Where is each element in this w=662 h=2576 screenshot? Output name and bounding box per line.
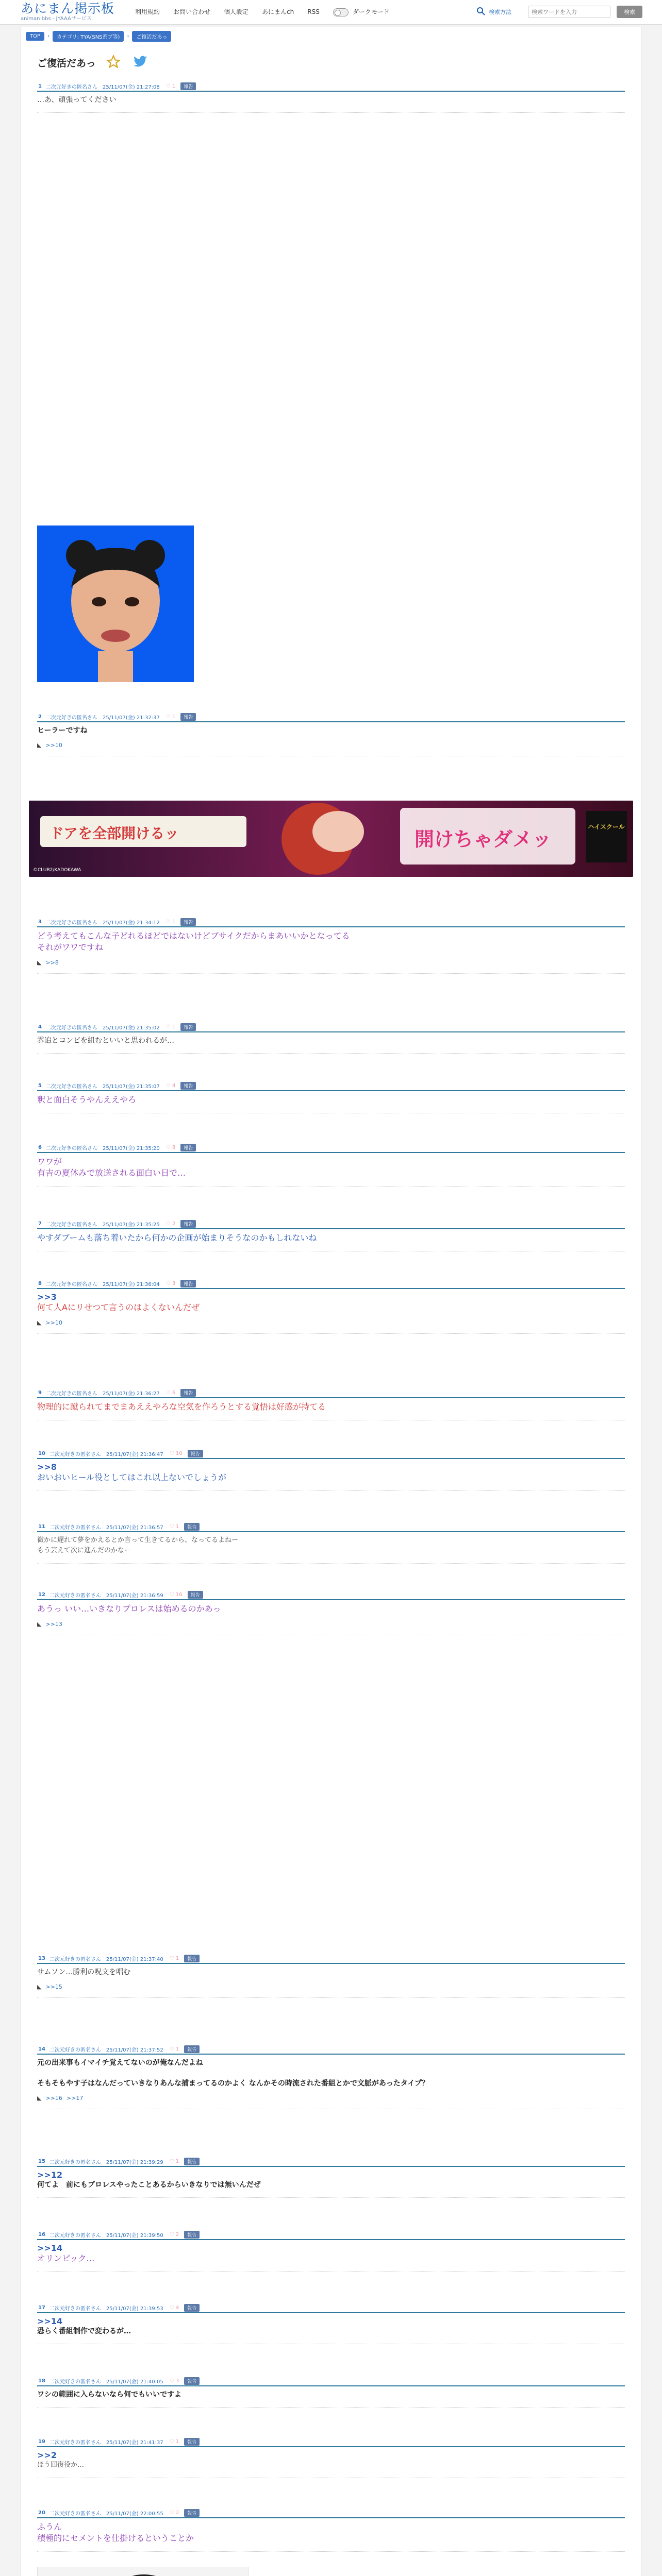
post-header — [37, 1590, 625, 1600]
report-button[interactable]: 報告 — [184, 1523, 200, 1531]
post-19 — [37, 2437, 625, 2478]
post-header — [37, 81, 625, 92]
post-body: あうっ いい…いきなりプロレスは始めるのかあっ — [37, 1604, 221, 1614]
post-header — [37, 1081, 625, 1091]
like-button[interactable] — [170, 2232, 179, 2238]
logo-title[interactable]: あにまん掲示板 — [21, 1, 115, 16]
post-body: 釈と面白そうやんええやろ — [37, 1095, 137, 1105]
report-button[interactable]: 報告 — [184, 2377, 200, 2385]
reply-links — [37, 742, 625, 749]
reply-links — [37, 959, 625, 966]
like-count: 1 — [175, 1523, 179, 1530]
post-number[interactable]: 18 — [38, 2378, 45, 2384]
heart-icon: ♡ — [169, 2438, 174, 2445]
heart-icon: ♡ — [166, 1221, 171, 1227]
poster-name: 二次元好きの匿名さん — [45, 1281, 97, 1287]
post-body: ワシの範囲に入らないなら何でもいいですよ — [37, 2391, 181, 2399]
poster-name: 二次元好きの匿名さん — [49, 2379, 101, 2385]
like-count: 1 — [175, 2438, 179, 2445]
post-5 — [37, 1081, 625, 1113]
like-count: 2 — [175, 2231, 179, 2238]
post-6 — [37, 1143, 625, 1187]
post-2 — [37, 712, 625, 756]
thread-title: ご復活だあっ — [37, 58, 96, 69]
reply-icon: ◣ — [37, 1984, 42, 1990]
post-body: ヒーラーですね — [37, 726, 88, 735]
advertisement-banner[interactable] — [29, 801, 633, 877]
heart-icon: ♡ — [166, 83, 171, 89]
heart-icon: ♡ — [169, 2304, 174, 2311]
dark-mode-wrap — [333, 7, 390, 16]
report-button[interactable]: 報告 — [184, 2158, 200, 2165]
like-button[interactable] — [170, 1592, 183, 1598]
post-date: 25/11/07(金) 21:36:59 — [106, 1592, 163, 1599]
post-body: 恐らく番組制作で変わるが… — [37, 2327, 131, 2335]
like-button[interactable] — [170, 1956, 179, 1961]
post-anchor-link[interactable]: >>2 — [37, 2450, 57, 2460]
post-header — [37, 1143, 625, 1153]
post-11 — [37, 1522, 625, 1564]
like-button[interactable] — [170, 2510, 179, 2516]
report-button[interactable]: 報告 — [184, 2045, 200, 2053]
heart-icon: ♡ — [169, 2510, 174, 2516]
post-16 — [37, 2230, 625, 2272]
post-divider — [37, 1186, 625, 1187]
heart-icon: ♡ — [169, 1450, 174, 1456]
post-15 — [37, 2157, 625, 2198]
twitter-bird-icon[interactable] — [133, 56, 147, 68]
heart-icon: ♡ — [166, 714, 171, 720]
reply-icon: ◣ — [37, 1319, 42, 1326]
like-button[interactable] — [170, 2159, 179, 2164]
post-body: ふうん 積極的にセメントを仕掛けるということか — [37, 2522, 194, 2543]
report-button[interactable]: 報告 — [184, 2509, 200, 2517]
search-button[interactable]: 検索 — [617, 6, 642, 18]
post-date: 25/11/07(金) 22:00:55 — [106, 2511, 163, 2517]
post-number[interactable]: 15 — [38, 2158, 45, 2164]
like-count: 2 — [175, 2510, 179, 2516]
reply-links — [37, 2095, 625, 2102]
post-number[interactable]: 9 — [38, 1389, 42, 1396]
post-header — [37, 2157, 625, 2167]
post-header — [37, 2508, 625, 2518]
heart-icon: ♡ — [166, 1389, 171, 1396]
ad-text-right: 開けちゃダメッ — [415, 828, 552, 851]
heart-icon: ♡ — [166, 1144, 171, 1150]
breadcrumb-category[interactable]: カテゴリ: TYA(SNS系ブ等) — [53, 31, 124, 42]
post-body: ほう回復役か… — [37, 2461, 85, 2469]
heart-icon: ♡ — [169, 1591, 174, 1598]
post-divider — [37, 2197, 625, 2198]
like-count: 1 — [175, 2158, 179, 2164]
reply-icon: ◣ — [37, 1621, 42, 1628]
post-body: 雰追とコンビを組むといいと思われるが… — [37, 1037, 174, 1045]
like-count: 1 — [172, 919, 176, 925]
post-date: 25/11/07(金) 21:36:47 — [106, 1451, 163, 1458]
heart-icon: ♡ — [169, 2158, 174, 2164]
post-body: オリンピック… — [37, 2253, 95, 2263]
post-date: 25/11/07(金) 21:36:57 — [106, 1524, 163, 1531]
dark-mode-label: ダークモード — [352, 8, 390, 15]
post-12 — [37, 1590, 625, 1635]
heart-icon: ♡ — [166, 1280, 171, 1286]
post-number[interactable]: 1 — [38, 83, 42, 89]
report-button[interactable]: 報告 — [180, 1144, 196, 1151]
post-header — [37, 2437, 625, 2447]
post-divider — [37, 1997, 625, 1998]
post-number[interactable]: 16 — [38, 2231, 45, 2238]
ad-brand: ハイスクール — [588, 823, 625, 831]
report-button[interactable]: 報告 — [184, 2438, 200, 2446]
post-number[interactable]: 4 — [38, 1024, 42, 1030]
post-divider — [37, 112, 625, 113]
report-button[interactable]: 報告 — [180, 1280, 196, 1287]
like-button[interactable] — [170, 1524, 179, 1530]
poster-name: 二次元好きの匿名さん — [49, 2159, 101, 2165]
post-17 — [37, 2303, 625, 2344]
like-button[interactable] — [166, 1390, 176, 1396]
post-body: サムソン…勝利の呪文を唱む — [37, 1968, 131, 1976]
post-date: 25/11/07(金) 21:35:20 — [102, 1145, 160, 1151]
reply-links — [37, 1621, 625, 1628]
post-number[interactable]: 5 — [38, 1082, 42, 1089]
like-button[interactable] — [170, 2046, 179, 2052]
post-1 — [37, 81, 625, 113]
post-date: 25/11/07(金) 21:39:53 — [106, 2306, 163, 2312]
logo-subtitle: animan bbs - JYAAAサービス — [21, 16, 92, 22]
like-button[interactable] — [166, 1024, 176, 1030]
post-number[interactable]: 20 — [38, 2510, 45, 2516]
poster-name: 二次元好きの匿名さん — [45, 715, 97, 721]
post-date: 25/11/07(金) 21:32:37 — [102, 715, 160, 721]
like-count: 6 — [172, 1389, 176, 1396]
poster-name: 二次元好きの匿名さん — [49, 2047, 101, 2053]
post-number[interactable]: 2 — [38, 714, 42, 720]
nav-rss[interactable]: RSS — [307, 8, 320, 15]
dark-mode-toggle[interactable] — [333, 8, 349, 16]
reply-link[interactable]: >>10 — [45, 1319, 62, 1326]
like-button[interactable] — [166, 1083, 176, 1089]
nav-animanch[interactable]: あにまんch — [262, 8, 294, 15]
poster-name: 二次元好きの匿名さん — [45, 920, 97, 926]
reply-link[interactable]: >>13 — [45, 1621, 62, 1628]
post-header — [37, 1954, 625, 1964]
post-header — [37, 2376, 625, 2386]
post-divider — [37, 973, 625, 974]
like-button[interactable] — [166, 1221, 176, 1227]
reply-icon: ◣ — [37, 959, 42, 966]
nav-contact[interactable]: お問い合わせ — [173, 8, 211, 15]
heart-icon: ♡ — [169, 1523, 174, 1530]
post-divider — [37, 1490, 625, 1491]
post-date: 25/11/07(金) 21:37:52 — [106, 2047, 163, 2053]
poster-name: 二次元好きの匿名さん — [49, 2511, 101, 2517]
post-divider — [37, 1563, 625, 1564]
post-header — [37, 1388, 625, 1398]
report-button[interactable]: 報告 — [188, 1591, 203, 1599]
post-anchor-link[interactable]: >>14 — [37, 2316, 63, 2326]
like-count: 3 — [175, 2378, 179, 2384]
poster-name: 二次元好きの匿名さん — [45, 1145, 97, 1151]
like-count: 10 — [175, 1450, 183, 1456]
post-18 — [37, 2376, 625, 2408]
post-14 — [37, 2044, 625, 2109]
post-13 — [37, 1954, 625, 1998]
like-count: 1 — [172, 1024, 176, 1030]
like-count: 1 — [172, 714, 176, 720]
like-count: 1 — [175, 2046, 179, 2052]
search-icon — [476, 7, 486, 16]
post-anchor-link[interactable]: >>12 — [37, 2170, 63, 2180]
report-button[interactable]: 報告 — [184, 1955, 200, 1962]
post-3 — [37, 917, 625, 974]
post-date: 25/11/07(金) 21:39:50 — [106, 2232, 163, 2239]
post-anchor-link[interactable]: >>14 — [37, 2243, 63, 2253]
reply-icon: ◣ — [37, 2095, 42, 2102]
post-date: 25/11/07(金) 21:27:08 — [102, 84, 160, 90]
breadcrumb-separator: › — [127, 33, 129, 39]
post-body: おいおいヒール役としてはこれ以上ないでしょうが — [37, 1472, 227, 1482]
report-button[interactable]: 報告 — [180, 82, 196, 90]
heart-icon: ♡ — [166, 1082, 171, 1089]
like-button[interactable] — [170, 2305, 179, 2311]
post-number[interactable]: 8 — [38, 1280, 42, 1286]
post-header — [37, 1449, 625, 1459]
post-header — [37, 1279, 625, 1289]
post-number[interactable]: 11 — [38, 1523, 45, 1530]
ad-footnote: ©CLUB2/KADOKAWA — [33, 868, 81, 873]
post-date: 25/11/07(金) 21:37:40 — [106, 1956, 163, 1962]
poster-name: 二次元好きの匿名さん — [49, 2439, 101, 2446]
like-count: 4 — [172, 1082, 176, 1089]
poster-name: 二次元好きの匿名さん — [49, 2232, 101, 2239]
post-20 — [37, 2508, 625, 2552]
report-button[interactable]: 報告 — [180, 1082, 196, 1090]
report-button[interactable]: 報告 — [180, 1220, 196, 1228]
search-method-select[interactable]: 検索方法 — [489, 9, 511, 15]
report-button[interactable]: 報告 — [180, 1023, 196, 1031]
like-count: 1 — [175, 1955, 179, 1961]
report-button[interactable]: 報告 — [184, 2304, 200, 2312]
post-number[interactable]: 10 — [38, 1450, 45, 1456]
reply-link[interactable]: >>10 — [45, 742, 62, 749]
breadcrumb-top[interactable]: TOP — [26, 32, 44, 41]
site-header — [0, 0, 662, 25]
reply-link[interactable]: >>15 — [45, 1984, 62, 1990]
post-divider — [37, 1053, 625, 1054]
post-header — [37, 1022, 625, 1032]
post-date: 25/11/07(金) 21:39:29 — [106, 2159, 163, 2165]
like-button[interactable] — [170, 2378, 179, 2384]
poster-name: 二次元好きの匿名さん — [45, 1025, 97, 1031]
post-header — [37, 917, 625, 927]
like-button[interactable] — [170, 2439, 179, 2445]
top-nav — [135, 7, 403, 16]
post-anchor-link[interactable]: >>8 — [37, 1462, 57, 1472]
post-divider — [37, 2407, 625, 2408]
reply-link[interactable]: >>8 — [45, 959, 59, 966]
poster-name: 二次元好きの匿名さん — [45, 1083, 97, 1090]
like-count: 4 — [175, 2304, 179, 2311]
post-8 — [37, 1279, 625, 1334]
poster-name: 二次元好きの匿名さん — [45, 1222, 97, 1228]
like-count: 8 — [172, 1144, 176, 1150]
search-input[interactable] — [528, 6, 610, 18]
post-divider — [37, 2551, 625, 2552]
post-date: 25/11/07(金) 21:35:02 — [102, 1025, 160, 1031]
post-body: 物理的に蹴られてまでまあええやろな空気を作ろうとする覚悟は好感が持てる — [37, 1402, 326, 1412]
reply-link[interactable]: >>16 — [45, 2095, 62, 2102]
heart-icon: ♡ — [169, 2231, 174, 2238]
like-count: 1 — [172, 83, 176, 89]
poster-name: 二次元好きの匿名さん — [49, 1451, 101, 1458]
heart-icon: ♡ — [169, 2378, 174, 2384]
post-image-face[interactable] — [37, 526, 194, 682]
post-number[interactable]: 17 — [38, 2304, 45, 2311]
breadcrumb-separator: › — [47, 33, 50, 39]
post-body: 何て人Aにリせつて言うのはよくないんだぜ — [37, 1302, 200, 1312]
like-button[interactable] — [170, 1451, 183, 1456]
poster-name: 二次元好きの匿名さん — [49, 1956, 101, 1962]
reply-link[interactable]: >>17 — [66, 2095, 84, 2102]
post-date: 25/11/07(金) 21:36:27 — [102, 1391, 160, 1397]
post-7 — [37, 1219, 625, 1251]
post-date: 25/11/07(金) 21:40:05 — [106, 2379, 163, 2385]
post-body: 何てよ 前にもプロレスやったことあるからいきなりでは無いんだぜ — [37, 2181, 261, 2189]
post-date: 25/11/07(金) 21:35:25 — [102, 1222, 160, 1228]
post-date: 25/11/07(金) 21:34:12 — [102, 920, 160, 926]
nav-terms[interactable]: 利用規約 — [135, 8, 160, 15]
poster-name: 二次元好きの匿名さん — [49, 1524, 101, 1531]
post-date: 25/11/07(金) 21:35:07 — [102, 1083, 160, 1090]
like-count: 3 — [172, 1280, 176, 1286]
post-body: …あ、頑張ってください — [37, 96, 117, 104]
ad-text-left: ドアを全部開けるッ — [49, 825, 179, 842]
like-count: 2 — [172, 1221, 176, 1227]
post-header — [37, 2230, 625, 2240]
post-date: 25/11/07(金) 21:36:04 — [102, 1281, 160, 1287]
report-button[interactable]: 報告 — [184, 2231, 200, 2239]
reply-icon: ◣ — [37, 742, 42, 749]
reply-links — [37, 1319, 625, 1326]
post-header — [37, 2303, 625, 2313]
poster-name: 二次元好きの匿名さん — [45, 84, 97, 90]
post-divider — [37, 1333, 625, 1334]
post-body: 微かに遅れて夢をかえるとか言って生きてるから、なってるよねー もう芸えて次に進んだのかなー — [37, 1536, 239, 1554]
site-logo[interactable] — [21, 2, 114, 22]
poster-name: 二次元好きの匿名さん — [49, 2306, 101, 2312]
post-anchor-link[interactable]: >>3 — [37, 1292, 57, 1302]
post-number[interactable]: 3 — [38, 919, 42, 925]
post-4 — [37, 1022, 625, 1054]
post-body: 元の出来事もイマイチ覚えてないのが俺なんだよね そもそもやす子はなんだっていきなりあんな捕まってるのかよく なんかその時流された番組とかで文脈があったタイプ？ — [37, 2059, 429, 2088]
poster-name: 二次元好きの匿名さん — [49, 1592, 101, 1599]
post-header — [37, 2044, 625, 2055]
heart-icon: ♡ — [166, 919, 171, 925]
post-header — [37, 712, 625, 722]
post-number[interactable]: 7 — [38, 1221, 42, 1227]
nav-settings[interactable]: 個人設定 — [224, 8, 249, 15]
report-button[interactable]: 報告 — [180, 1389, 196, 1397]
post-header — [37, 1522, 625, 1532]
post-10 — [37, 1449, 625, 1491]
post-body: どう考えてもこんな子どれるほどではないけどブサイクだからまあいいかとなってる それがワワですね — [37, 931, 350, 952]
breadcrumb-thread[interactable]: ご復活だあっ — [132, 31, 171, 42]
post-number[interactable]: 6 — [38, 1144, 42, 1150]
post-body: やすダブームも落ち着いたから何かの企画が始まりそうなのかもしれないね — [37, 1233, 317, 1243]
report-button[interactable]: 報告 — [180, 918, 196, 926]
report-button[interactable]: 報告 — [180, 713, 196, 721]
heart-icon: ♡ — [169, 2046, 174, 2052]
post-number[interactable]: 14 — [38, 2046, 45, 2052]
like-button[interactable] — [166, 1281, 176, 1286]
post-body: ワワが 有吉の夏休みで放送される面白い日で… — [37, 1157, 186, 1178]
like-button[interactable] — [166, 919, 176, 925]
reply-links — [37, 1984, 625, 1990]
heart-icon: ♡ — [166, 1024, 171, 1030]
like-button[interactable] — [166, 714, 176, 720]
favorite-star-icon[interactable] — [106, 55, 121, 69]
post-image-three-faces[interactable] — [37, 2567, 249, 2576]
post-date: 25/11/07(金) 21:41:37 — [106, 2439, 163, 2446]
heart-icon: ♡ — [169, 1955, 174, 1961]
post-number[interactable]: 13 — [38, 1955, 45, 1961]
post-number[interactable]: 12 — [38, 1591, 45, 1598]
like-button[interactable] — [166, 1145, 176, 1150]
post-header — [37, 1219, 625, 1229]
breadcrumb — [26, 31, 171, 42]
post-9 — [37, 1388, 625, 1420]
like-count: 16 — [175, 1591, 183, 1598]
like-button[interactable] — [166, 83, 176, 89]
post-number[interactable]: 19 — [38, 2438, 45, 2445]
poster-name: 二次元好きの匿名さん — [45, 1391, 97, 1397]
report-button[interactable]: 報告 — [188, 1450, 203, 1458]
